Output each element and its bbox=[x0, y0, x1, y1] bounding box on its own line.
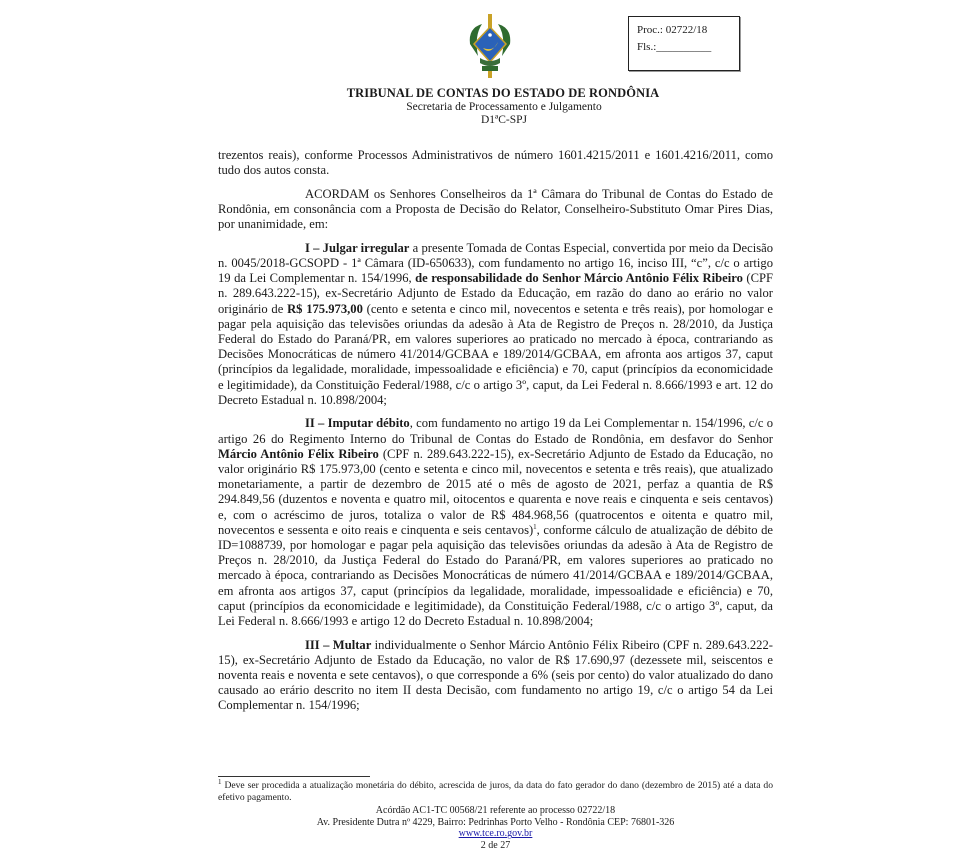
paragraph-acordam: ACORDAM os Senhores Conselheiros da 1ª Câmara do Tribunal de Contas do Estado de Rondônia, em consonância com a Proposta de Decisão do Relator, Conselheiro-Substituto Omar Pires Dias, por unanimidade, em: bbox=[218, 186, 773, 232]
page-number: 2 de 27 bbox=[480, 840, 511, 852]
paragraph-continuation: trezentos reais), conforme Processos Administrativos de número 1601.4215/2011 e 1601.4216/2011, como tudo dos autos consta. bbox=[218, 148, 773, 178]
unit-name: D1ªC-SPJ bbox=[481, 114, 527, 126]
footnote: $^1$ Deve ser procedida a atualização monetária do débito, acrescida de juros, da data do fato gerador do dano (dezembro de 2015) até a data do efetivo pagamento. bbox=[218, 777, 773, 803]
item-3-multar: III – Multar individualmente o Senhor Márcio Antônio Félix Ribeiro (CPF n. 289.643.222-15), ex-Secretário Adjunto de Estado da Educação, no valor de R$ 17.690,97 (dezessete mil, seiscentos e noventa reais e noventa e sete centavos), o que corresponde a 6% (seis por cento) do valor atualizado do dano causado ao erário descrito no item II desta Decisão, com fundamento no artigo 19, c/c o artigo 54 da Lei Complementar n. 154/1996; bbox=[218, 637, 773, 713]
website-link[interactable]: www.tce.ro.gov.br bbox=[458, 828, 533, 840]
item-3-lead: III – Multar bbox=[305, 637, 372, 652]
coat-of-arms-icon bbox=[466, 14, 514, 78]
process-number-box bbox=[628, 16, 740, 71]
footer-address: Av. Presidente Dutra nº 4229, Bairro: Pedrinhas Porto Velho - Rondônia CEP: 76801-326 bbox=[316, 816, 675, 828]
item-2-lead: II – Imputar débito bbox=[305, 416, 410, 431]
folio-field: Fls.:__________ bbox=[637, 41, 712, 53]
footnote-divider bbox=[218, 776, 370, 777]
document-header bbox=[0, 86, 960, 127]
item-1-lead: I – Julgar irregular bbox=[305, 240, 410, 255]
page-footer bbox=[218, 805, 773, 852]
document-body bbox=[218, 148, 773, 722]
department-name: Secretaria de Processamento e Julgamento bbox=[406, 101, 602, 113]
item-2-imputar-debito: II – Imputar débito, com fundamento no artigo 19 da Lei Complementar n. 154/1996, c/c o artigo 26 do Regimento Interno do Tribunal de Contas do Estado de Rondônia, em desfavor do Senhor Márcio Antônio Félix Ribeiro (CPF n. 289.643.222-15), ex-Secretário Adjunto de Estado da Educação, no valor originário R$ 175.973,00 (cento e setenta e cinco mil, novecentos e setenta e três reais), que atualizado monetariamente, a partir de dezembro de 2015 até o mês de agosto de 2021, perfaz a quantia de R$ 294.849,56 (duzentos e noventa e quatro mil, oitocentos e quarenta e nove reais e cinquenta e seis centavos) e, com o acréscimo de juros, totaliza o valor de R$ 484.968,56 (quatrocentos e oitenta e quatro mil, novecentos e sessenta e oito reais e cinquenta e seis centavos)$^1$, conforme cálculo de atualização de débito de ID=1088739, por homologar e pagar pela aquisição das televisões oriundas da adesão à Ata de Registro de Preços n. 28/2010, da Justiça Federal do Estado do Paraná/PR, em valores superiores ao praticado no mercado à época, contrariando as Decisões Monocráticas de número 41/2014/GCBAA e 189/2014/GCBAA, em afronta aos artigos 37, caput (princípios da legalidade, moralidade, impessoalidade e eficiência) e 70, caput (princípios da economicidade e legitimidade), da Constituição Federal/1988, c/c o artigo 3º, caput, da Lei Federal n. 8.666/1993 e artigo 12 do Decreto Estadual n. 10.898/2004; bbox=[218, 416, 774, 629]
footer-acordao: Acórdão AC1-TC 00568/21 referente ao processo 02722/18 bbox=[375, 805, 616, 816]
institution-name: TRIBUNAL DE CONTAS DO ESTADO DE RONDÔNIA bbox=[346, 86, 660, 100]
process-number: Proc.: 02722/18 bbox=[637, 24, 708, 36]
footnote-ref[interactable]: 1 bbox=[533, 522, 537, 531]
item-1-julgar-irregular: I – Julgar irregular a presente Tomada de Contas Especial, convertida por meio da Decisão n. 0045/2018-GCSOPD - 1ª Câmara (ID-650633), com fundamento no artigo 16, inciso III, “c”, c/c o artigo 19 da Lei Complementar n. 154/1996, de responsabilidade do Senhor Márcio Antônio Félix Ribeiro (CPF n. 289.643.222-15), ex-Secretário Adjunto de Estado da Educação, em razão do dano ao erário no valor originário de R$ 175.973,00 (cento e setenta e cinco mil, novecentos e setenta e três reais), por homologar e pagar pela aquisição das televisões oriundas da adesão à Ata de Registro de Preços n. 28/2010, da Justiça Federal do Estado do Paraná/PR, em valores superiores ao praticado no mercado à época, contrariando as Decisões Monocráticas de número 41/2014/GCBAA e 189/2014/GCBAA, em afronta aos artigos 37, caput (princípios da legalidade, moralidade, impessoalidade e eficiência) e 70, caput (princípios da economicidade e legitimidade), da Constituição Federal/1988, c/c o artigo 3º, caput, da Lei Federal n. 8.666/1993 e art. 12 do Decreto Estadual n. 10.898/2004; bbox=[218, 240, 774, 407]
